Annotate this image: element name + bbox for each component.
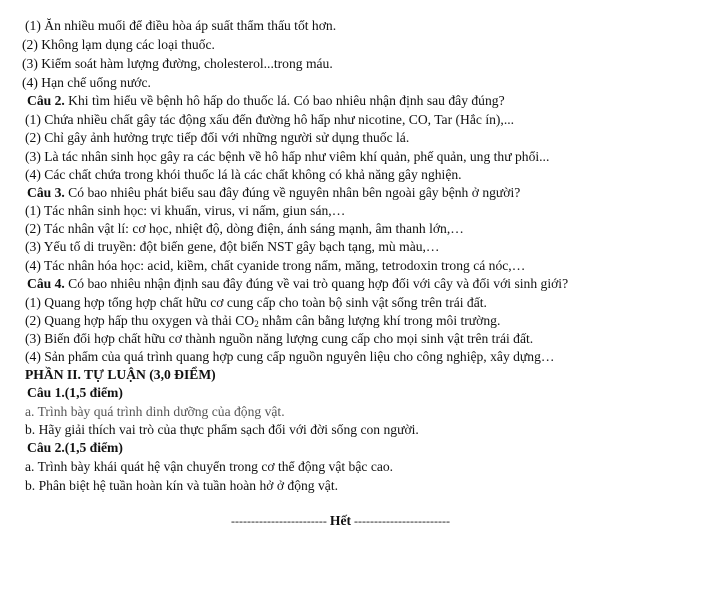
question-2-item-2: (2) Chỉ gây ảnh hưởng trực tiếp đối với những người sử dụng thuốc lá. (25, 130, 410, 145)
question-2-item-4: (4) Các chất chứa trong khói thuốc lá là các chất không có khả năng gây nghiện. (25, 167, 462, 182)
question-2-text: Khi tìm hiểu về bệnh hô hấp do thuốc lá. Có bao nhiêu nhận định sau đây đúng? (64, 93, 505, 108)
end-marker (231, 512, 450, 529)
co2-subscript: 2 (254, 319, 259, 329)
question-2-label: Câu 2. (27, 93, 65, 108)
question-4-item-4: (4) Sản phẩm của quá trình quang hợp cung cấp nguồn nguyên liệu cho công nghiệp, xây dựng… (25, 349, 555, 364)
question-3 (27, 184, 520, 201)
essay-question-2-heading: Câu 2.(1,5 điểm) (27, 440, 123, 455)
essay-question-2-b: b. Phân biệt hệ tuần hoàn kín và tuần hoàn hở ở động vật. (25, 478, 339, 493)
essay-question-1-heading: Câu 1.(1,5 điểm) (27, 385, 123, 400)
essay-question-2-a: a. Trình bày khái quát hệ vận chuyển trong cơ thể động vật bậc cao. (25, 459, 394, 474)
question-4 (27, 275, 568, 292)
end-dashes-right: ------------------------ (354, 514, 450, 528)
question-4-text: Có bao nhiêu nhận định sau đây đúng về vai trò quang hợp đối với cây và đối với sinh giới? (64, 276, 569, 291)
question-4-item-2-start: (2) Quang hợp hấp thu oxygen và thải CO (25, 313, 255, 328)
question-4-label: Câu 4. (27, 276, 65, 291)
intro-item-4: (4) Hạn chế uống nước. (22, 75, 151, 90)
intro-item-1: (1) Ăn nhiều muối để điều hòa áp suất thẩm thấu tốt hơn. (25, 18, 337, 33)
question-2-item-1: (1) Chứa nhiều chất gây tác động xấu đến đường hô hấp như nicotine, CO, Tar (Hắc ín),... (25, 112, 515, 127)
question-2-item-3: (3) Là tác nhân sinh học gây ra các bệnh về hô hấp như viêm khí quản, phế quản, ung thư phổi... (25, 149, 550, 164)
question-3-label: Câu 3. (27, 185, 65, 200)
intro-item-3: (3) Kiểm soát hàm lượng đường, cholesterol...trong máu. (22, 56, 333, 71)
question-3-item-1: (1) Tác nhân sinh học: vi khuẩn, virus, vi nấm, giun sán,… (25, 203, 346, 218)
essay-question-1-a: a. Trình bày quá trình dinh dưỡng của động vật. (25, 404, 285, 419)
end-label: Hết (329, 513, 352, 528)
question-4-item-3: (3) Biến đổi hợp chất hữu cơ thành nguồn năng lượng cung cấp cho mọi sinh vật trên trái đất. (25, 331, 534, 346)
question-3-item-3: (3) Yếu tố di truyền: đột biến gene, đột biến NST gây bạch tạng, mù màu,… (25, 239, 440, 254)
question-4-item-2-end: nhằm cân bằng lượng khí trong môi trường. (258, 313, 501, 328)
intro-item-2: (2) Không lạm dụng các loại thuốc. (22, 37, 215, 52)
question-4-item-1: (1) Quang hợp tổng hợp chất hữu cơ cung cấp cho toàn bộ sinh vật sống trên trái đất. (25, 295, 487, 310)
part-2-heading: PHẦN II. TỰ LUẬN (3,0 ĐIỂM) (25, 367, 216, 382)
essay-question-1-b: b. Hãy giải thích vai trò của thực phẩm sạch đối với đời sống con người. (25, 422, 419, 437)
question-3-item-2: (2) Tác nhân vật lí: cơ học, nhiệt độ, dòng điện, ánh sáng mạnh, âm thanh lớn,… (25, 221, 464, 236)
end-dashes-left: ------------------------ (231, 514, 327, 528)
question-4-item-2 (25, 312, 500, 329)
question-3-text: Có bao nhiêu phát biểu sau đây đúng về nguyên nhân bên ngoài gây bệnh ở người? (64, 185, 521, 200)
question-3-item-4: (4) Tác nhân hóa học: acid, kiềm, chất cyanide trong nấm, măng, tetrodoxin trong cá nóc,… (25, 258, 526, 273)
question-2 (27, 92, 505, 109)
